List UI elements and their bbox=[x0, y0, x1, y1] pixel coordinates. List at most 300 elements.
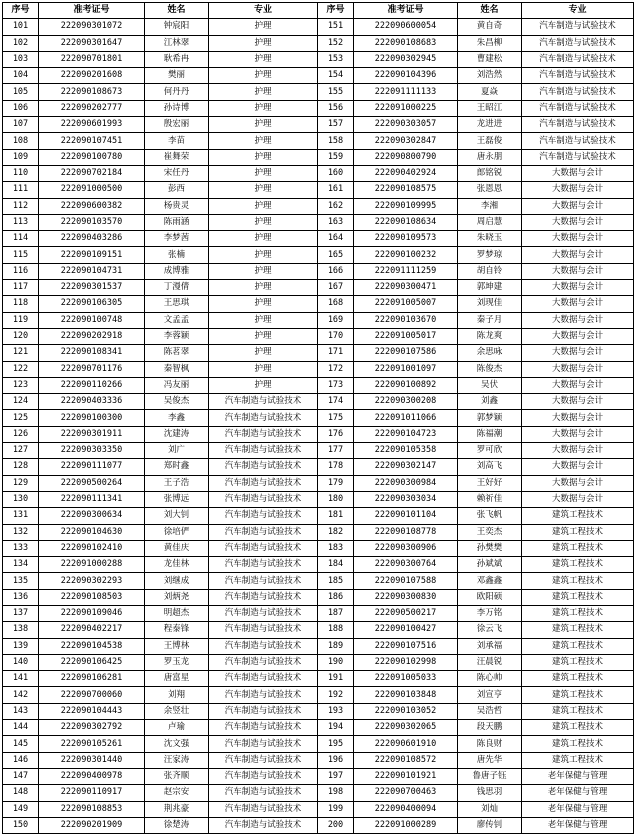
student-name-cell: 陈茗翠 bbox=[145, 345, 209, 361]
student-name-cell: 程泰锋 bbox=[145, 622, 209, 638]
ticket-number-cell: 222090108683 bbox=[354, 35, 458, 51]
student-name-cell: 刘承福 bbox=[458, 638, 522, 654]
table-row bbox=[3, 328, 634, 344]
major-cell: 汽车制造与试验技术 bbox=[522, 68, 634, 84]
ticket-number-cell: 222091000289 bbox=[354, 817, 458, 833]
student-name-cell: 郑时鑫 bbox=[145, 459, 209, 475]
major-cell: 大数据与会计 bbox=[522, 410, 634, 426]
student-name-cell: 黄佳庆 bbox=[145, 540, 209, 556]
ticket-number-cell: 222090601993 bbox=[39, 117, 145, 133]
seq-cell: 129 bbox=[3, 475, 39, 491]
student-name-cell: 钟宸阳 bbox=[145, 19, 209, 35]
seq-cell: 112 bbox=[3, 198, 39, 214]
exam-roster-table bbox=[2, 2, 634, 834]
ticket-number-cell: 222090400094 bbox=[354, 801, 458, 817]
seq-cell: 106 bbox=[3, 100, 39, 116]
ticket-number-cell: 222090600382 bbox=[39, 198, 145, 214]
major-cell: 护理 bbox=[209, 312, 318, 328]
student-name-cell: 郭梦颖 bbox=[458, 410, 522, 426]
ticket-number-cell: 222090303350 bbox=[39, 443, 145, 459]
student-name-cell: 陈心帅 bbox=[458, 671, 522, 687]
major-cell: 建筑工程技术 bbox=[522, 508, 634, 524]
major-cell: 建筑工程技术 bbox=[522, 557, 634, 573]
student-name-cell: 李万铭 bbox=[458, 605, 522, 621]
seq-cell: 119 bbox=[3, 312, 39, 328]
table-body bbox=[3, 19, 634, 834]
major-cell: 大数据与会计 bbox=[522, 345, 634, 361]
seq-cell: 147 bbox=[3, 768, 39, 784]
student-name-cell: 杨贵灵 bbox=[145, 198, 209, 214]
seq-cell: 185 bbox=[318, 573, 354, 589]
student-name-cell: 刘广 bbox=[145, 443, 209, 459]
ticket-number-cell: 222090403336 bbox=[39, 394, 145, 410]
seq-cell: 143 bbox=[3, 703, 39, 719]
ticket-number-cell: 222090108341 bbox=[39, 345, 145, 361]
major-cell: 汽车制造与试验技术 bbox=[209, 703, 318, 719]
seq-cell: 183 bbox=[318, 540, 354, 556]
seq-cell: 152 bbox=[318, 35, 354, 51]
seq-cell: 108 bbox=[3, 133, 39, 149]
seq-cell: 139 bbox=[3, 638, 39, 654]
major-cell: 护理 bbox=[209, 149, 318, 165]
ticket-number-cell: 222090108853 bbox=[39, 801, 145, 817]
seq-cell: 104 bbox=[3, 68, 39, 84]
major-cell: 汽车制造与试验技术 bbox=[209, 671, 318, 687]
student-name-cell: 唐富星 bbox=[145, 671, 209, 687]
major-cell: 护理 bbox=[209, 117, 318, 133]
ticket-number-cell: 222090202918 bbox=[39, 328, 145, 344]
seq-cell: 187 bbox=[318, 605, 354, 621]
ticket-number-cell: 222091011066 bbox=[354, 410, 458, 426]
student-name-cell: 刘高飞 bbox=[458, 459, 522, 475]
seq-cell: 161 bbox=[318, 182, 354, 198]
major-cell: 护理 bbox=[209, 51, 318, 67]
student-name-cell: 钱思羽 bbox=[458, 785, 522, 801]
seq-cell: 140 bbox=[3, 654, 39, 670]
student-name-cell: 唐先华 bbox=[458, 752, 522, 768]
student-name-cell: 赖祈佳 bbox=[458, 491, 522, 507]
student-name-cell: 徐楚涛 bbox=[145, 817, 209, 833]
ticket-number-cell: 222090301440 bbox=[39, 752, 145, 768]
seq-cell: 186 bbox=[318, 589, 354, 605]
seq-cell: 128 bbox=[3, 459, 39, 475]
student-name-cell: 胡自铃 bbox=[458, 263, 522, 279]
major-cell: 大数据与会计 bbox=[522, 377, 634, 393]
col-major-right-header: 专业 bbox=[522, 3, 634, 19]
table-row bbox=[3, 361, 634, 377]
student-name-cell: 郎铭锐 bbox=[458, 165, 522, 181]
ticket-number-cell: 222090301647 bbox=[39, 35, 145, 51]
ticket-number-cell: 222090101921 bbox=[354, 768, 458, 784]
seq-cell: 176 bbox=[318, 426, 354, 442]
student-name-cell: 唐永朋 bbox=[458, 149, 522, 165]
major-cell: 汽车制造与试验技术 bbox=[209, 768, 318, 784]
student-name-cell: 王思琪 bbox=[145, 296, 209, 312]
seq-cell: 117 bbox=[3, 280, 39, 296]
table-row bbox=[3, 459, 634, 475]
col-name-left-header: 姓名 bbox=[145, 3, 209, 19]
ticket-number-cell: 222090601910 bbox=[354, 736, 458, 752]
student-name-cell: 罗玉龙 bbox=[145, 654, 209, 670]
student-name-cell: 汪晨锐 bbox=[458, 654, 522, 670]
student-name-cell: 张恩恩 bbox=[458, 182, 522, 198]
student-name-cell: 周启慧 bbox=[458, 214, 522, 230]
table-row bbox=[3, 182, 634, 198]
student-name-cell: 沈文强 bbox=[145, 736, 209, 752]
table-row bbox=[3, 133, 634, 149]
seq-cell: 159 bbox=[318, 149, 354, 165]
ticket-number-cell: 222090400978 bbox=[39, 768, 145, 784]
ticket-number-cell: 222090111077 bbox=[39, 459, 145, 475]
major-cell: 护理 bbox=[209, 247, 318, 263]
table-row bbox=[3, 231, 634, 247]
major-cell: 汽车制造与试验技术 bbox=[522, 133, 634, 149]
major-cell: 建筑工程技术 bbox=[522, 752, 634, 768]
ticket-number-cell: 222090600054 bbox=[354, 19, 458, 35]
seq-cell: 184 bbox=[318, 557, 354, 573]
major-cell: 护理 bbox=[209, 198, 318, 214]
student-name-cell: 刘宣亨 bbox=[458, 687, 522, 703]
student-name-cell: 王子浩 bbox=[145, 475, 209, 491]
student-name-cell: 彭西 bbox=[145, 182, 209, 198]
major-cell: 汽车制造与试验技术 bbox=[522, 35, 634, 51]
seq-cell: 142 bbox=[3, 687, 39, 703]
student-name-cell: 陈俊杰 bbox=[458, 361, 522, 377]
student-name-cell: 龙进进 bbox=[458, 117, 522, 133]
ticket-number-cell: 222090109995 bbox=[354, 198, 458, 214]
student-name-cell: 黄自奇 bbox=[458, 19, 522, 35]
seq-cell: 167 bbox=[318, 280, 354, 296]
table-row bbox=[3, 508, 634, 524]
major-cell: 大数据与会计 bbox=[522, 263, 634, 279]
ticket-number-cell: 222090107516 bbox=[354, 638, 458, 654]
seq-cell: 180 bbox=[318, 491, 354, 507]
major-cell: 护理 bbox=[209, 100, 318, 116]
major-cell: 建筑工程技术 bbox=[522, 524, 634, 540]
major-cell: 大数据与会计 bbox=[522, 280, 634, 296]
seq-cell: 110 bbox=[3, 165, 39, 181]
seq-cell: 146 bbox=[3, 752, 39, 768]
seq-cell: 194 bbox=[318, 720, 354, 736]
seq-cell: 102 bbox=[3, 35, 39, 51]
ticket-number-cell: 222090301072 bbox=[39, 19, 145, 35]
student-name-cell: 明超杰 bbox=[145, 605, 209, 621]
seq-cell: 195 bbox=[318, 736, 354, 752]
ticket-number-cell: 222090107588 bbox=[354, 573, 458, 589]
col-seq-right-header: 序号 bbox=[318, 3, 354, 19]
seq-cell: 156 bbox=[318, 100, 354, 116]
major-cell: 大数据与会计 bbox=[522, 394, 634, 410]
ticket-number-cell: 222090104443 bbox=[39, 703, 145, 719]
ticket-number-cell: 222090302945 bbox=[354, 51, 458, 67]
student-name-cell: 余竖壮 bbox=[145, 703, 209, 719]
table-row bbox=[3, 443, 634, 459]
ticket-number-cell: 222090100780 bbox=[39, 149, 145, 165]
ticket-number-cell: 222090106425 bbox=[39, 654, 145, 670]
ticket-number-cell: 222091001097 bbox=[354, 361, 458, 377]
student-name-cell: 刘现佳 bbox=[458, 296, 522, 312]
student-name-cell: 陈良财 bbox=[458, 736, 522, 752]
table-row bbox=[3, 768, 634, 784]
ticket-number-cell: 222090108634 bbox=[354, 214, 458, 230]
student-name-cell: 陈龙爽 bbox=[458, 328, 522, 344]
seq-cell: 153 bbox=[318, 51, 354, 67]
ticket-number-cell: 222090103052 bbox=[354, 703, 458, 719]
student-name-cell: 陈雨涵 bbox=[145, 214, 209, 230]
ticket-number-cell: 222090100748 bbox=[39, 312, 145, 328]
table-row bbox=[3, 149, 634, 165]
major-cell: 护理 bbox=[209, 263, 318, 279]
seq-cell: 199 bbox=[318, 801, 354, 817]
col-ticket-right-header: 准考证号 bbox=[354, 3, 458, 19]
table-row bbox=[3, 84, 634, 100]
major-cell: 老年保健与管理 bbox=[522, 785, 634, 801]
seq-cell: 198 bbox=[318, 785, 354, 801]
table-row bbox=[3, 426, 634, 442]
student-name-cell: 徐培俨 bbox=[145, 524, 209, 540]
ticket-number-cell: 222090108673 bbox=[39, 84, 145, 100]
student-name-cell: 孙诗博 bbox=[145, 100, 209, 116]
ticket-number-cell: 222090111341 bbox=[39, 491, 145, 507]
ticket-number-cell: 222090301537 bbox=[39, 280, 145, 296]
ticket-number-cell: 222090103670 bbox=[354, 312, 458, 328]
major-cell: 建筑工程技术 bbox=[522, 720, 634, 736]
seq-cell: 127 bbox=[3, 443, 39, 459]
table-row bbox=[3, 605, 634, 621]
ticket-number-cell: 222090109573 bbox=[354, 231, 458, 247]
major-cell: 建筑工程技术 bbox=[522, 638, 634, 654]
ticket-number-cell: 222090108503 bbox=[39, 589, 145, 605]
major-cell: 大数据与会计 bbox=[522, 231, 634, 247]
ticket-number-cell: 222090300830 bbox=[354, 589, 458, 605]
student-name-cell: 吴俊杰 bbox=[145, 394, 209, 410]
major-cell: 汽车制造与试验技术 bbox=[522, 100, 634, 116]
seq-cell: 113 bbox=[3, 214, 39, 230]
ticket-number-cell: 222090303034 bbox=[354, 491, 458, 507]
ticket-number-cell: 222090300471 bbox=[354, 280, 458, 296]
student-name-cell: 刘继成 bbox=[145, 573, 209, 589]
ticket-number-cell: 222090102410 bbox=[39, 540, 145, 556]
ticket-number-cell: 222090702184 bbox=[39, 165, 145, 181]
seq-cell: 177 bbox=[318, 443, 354, 459]
seq-cell: 164 bbox=[318, 231, 354, 247]
major-cell: 汽车制造与试验技术 bbox=[209, 573, 318, 589]
major-cell: 大数据与会计 bbox=[522, 328, 634, 344]
student-name-cell: 刘翔 bbox=[145, 687, 209, 703]
major-cell: 汽车制造与试验技术 bbox=[209, 540, 318, 556]
student-name-cell: 李蓉颖 bbox=[145, 328, 209, 344]
major-cell: 汽车制造与试验技术 bbox=[209, 459, 318, 475]
major-cell: 老年保健与管理 bbox=[522, 801, 634, 817]
seq-cell: 163 bbox=[318, 214, 354, 230]
student-name-cell: 卢瑜 bbox=[145, 720, 209, 736]
major-cell: 汽车制造与试验技术 bbox=[209, 654, 318, 670]
seq-cell: 109 bbox=[3, 149, 39, 165]
seq-cell: 196 bbox=[318, 752, 354, 768]
student-name-cell: 李梦茜 bbox=[145, 231, 209, 247]
major-cell: 大数据与会计 bbox=[522, 247, 634, 263]
student-name-cell: 孙斌斌 bbox=[458, 557, 522, 573]
student-name-cell: 冯友丽 bbox=[145, 377, 209, 393]
ticket-number-cell: 222090101104 bbox=[354, 508, 458, 524]
ticket-number-cell: 222090109046 bbox=[39, 605, 145, 621]
ticket-number-cell: 222090300906 bbox=[354, 540, 458, 556]
seq-cell: 157 bbox=[318, 117, 354, 133]
student-name-cell: 耿希冉 bbox=[145, 51, 209, 67]
seq-cell: 130 bbox=[3, 491, 39, 507]
ticket-number-cell: 222090301911 bbox=[39, 426, 145, 442]
student-name-cell: 张齐顺 bbox=[145, 768, 209, 784]
ticket-number-cell: 222090110917 bbox=[39, 785, 145, 801]
student-name-cell: 李苗 bbox=[145, 133, 209, 149]
major-cell: 护理 bbox=[209, 133, 318, 149]
table-row bbox=[3, 165, 634, 181]
student-name-cell: 荆兆豪 bbox=[145, 801, 209, 817]
seq-cell: 114 bbox=[3, 231, 39, 247]
ticket-number-cell: 222091000225 bbox=[354, 100, 458, 116]
major-cell: 建筑工程技术 bbox=[522, 622, 634, 638]
seq-cell: 115 bbox=[3, 247, 39, 263]
major-cell: 建筑工程技术 bbox=[522, 589, 634, 605]
seq-cell: 107 bbox=[3, 117, 39, 133]
ticket-number-cell: 222091111133 bbox=[354, 84, 458, 100]
major-cell: 汽车制造与试验技术 bbox=[522, 117, 634, 133]
seq-cell: 192 bbox=[318, 687, 354, 703]
student-name-cell: 余思咏 bbox=[458, 345, 522, 361]
major-cell: 汽车制造与试验技术 bbox=[209, 605, 318, 621]
student-name-cell: 孙樊樊 bbox=[458, 540, 522, 556]
major-cell: 汽车制造与试验技术 bbox=[209, 817, 318, 833]
seq-cell: 151 bbox=[318, 19, 354, 35]
ticket-number-cell: 222090104630 bbox=[39, 524, 145, 540]
table-row bbox=[3, 687, 634, 703]
ticket-number-cell: 222090103570 bbox=[39, 214, 145, 230]
ticket-number-cell: 222090104731 bbox=[39, 263, 145, 279]
major-cell: 汽车制造与试验技术 bbox=[209, 687, 318, 703]
table-row bbox=[3, 654, 634, 670]
table-row bbox=[3, 491, 634, 507]
student-name-cell: 徐云飞 bbox=[458, 622, 522, 638]
col-seq-left-header: 序号 bbox=[3, 3, 39, 19]
ticket-number-cell: 222090109151 bbox=[39, 247, 145, 263]
ticket-number-cell: 222090403286 bbox=[39, 231, 145, 247]
col-ticket-left-header: 准考证号 bbox=[39, 3, 145, 19]
ticket-number-cell: 222090108778 bbox=[354, 524, 458, 540]
major-cell: 大数据与会计 bbox=[522, 165, 634, 181]
major-cell: 护理 bbox=[209, 345, 318, 361]
major-cell: 护理 bbox=[209, 214, 318, 230]
seq-cell: 166 bbox=[318, 263, 354, 279]
seq-cell: 178 bbox=[318, 459, 354, 475]
major-cell: 汽车制造与试验技术 bbox=[209, 736, 318, 752]
student-name-cell: 罗梦琼 bbox=[458, 247, 522, 263]
major-cell: 汽车制造与试验技术 bbox=[209, 557, 318, 573]
ticket-number-cell: 222090402924 bbox=[354, 165, 458, 181]
major-cell: 建筑工程技术 bbox=[522, 540, 634, 556]
student-name-cell: 夏焱 bbox=[458, 84, 522, 100]
major-cell: 汽车制造与试验技术 bbox=[209, 508, 318, 524]
student-name-cell: 吴浩哲 bbox=[458, 703, 522, 719]
table-row bbox=[3, 117, 634, 133]
ticket-number-cell: 222090106305 bbox=[39, 296, 145, 312]
seq-cell: 193 bbox=[318, 703, 354, 719]
seq-cell: 141 bbox=[3, 671, 39, 687]
ticket-number-cell: 222090500217 bbox=[354, 605, 458, 621]
ticket-number-cell: 222091005017 bbox=[354, 328, 458, 344]
seq-cell: 169 bbox=[318, 312, 354, 328]
major-cell: 汽车制造与试验技术 bbox=[209, 785, 318, 801]
major-cell: 汽车制造与试验技术 bbox=[209, 720, 318, 736]
seq-cell: 182 bbox=[318, 524, 354, 540]
major-cell: 建筑工程技术 bbox=[522, 573, 634, 589]
ticket-number-cell: 222090201909 bbox=[39, 817, 145, 833]
major-cell: 汽车制造与试验技术 bbox=[209, 443, 318, 459]
seq-cell: 179 bbox=[318, 475, 354, 491]
table-row bbox=[3, 296, 634, 312]
major-cell: 汽车制造与试验技术 bbox=[522, 84, 634, 100]
seq-cell: 174 bbox=[318, 394, 354, 410]
seq-cell: 118 bbox=[3, 296, 39, 312]
ticket-number-cell: 222090303057 bbox=[354, 117, 458, 133]
major-cell: 汽车制造与试验技术 bbox=[209, 475, 318, 491]
ticket-number-cell: 222090201608 bbox=[39, 68, 145, 84]
seq-cell: 181 bbox=[318, 508, 354, 524]
table-row bbox=[3, 263, 634, 279]
ticket-number-cell: 222091005007 bbox=[354, 296, 458, 312]
table-row bbox=[3, 573, 634, 589]
student-name-cell: 郭坤建 bbox=[458, 280, 522, 296]
seq-cell: 170 bbox=[318, 328, 354, 344]
student-name-cell: 王奕杰 bbox=[458, 524, 522, 540]
major-cell: 大数据与会计 bbox=[522, 443, 634, 459]
major-cell: 护理 bbox=[209, 35, 318, 51]
ticket-number-cell: 222090100427 bbox=[354, 622, 458, 638]
student-name-cell: 朱昌柳 bbox=[458, 35, 522, 51]
student-name-cell: 王博林 bbox=[145, 638, 209, 654]
table-row bbox=[3, 214, 634, 230]
ticket-number-cell: 222090202777 bbox=[39, 100, 145, 116]
ticket-number-cell: 222090701801 bbox=[39, 51, 145, 67]
seq-cell: 188 bbox=[318, 622, 354, 638]
seq-cell: 101 bbox=[3, 19, 39, 35]
ticket-number-cell: 222090104723 bbox=[354, 426, 458, 442]
seq-cell: 154 bbox=[318, 68, 354, 84]
table-row bbox=[3, 280, 634, 296]
table-row bbox=[3, 817, 634, 833]
table-row bbox=[3, 394, 634, 410]
major-cell: 护理 bbox=[209, 19, 318, 35]
student-name-cell: 丁漫倩 bbox=[145, 280, 209, 296]
ticket-number-cell: 222090102998 bbox=[354, 654, 458, 670]
ticket-number-cell: 222090100232 bbox=[354, 247, 458, 263]
major-cell: 大数据与会计 bbox=[522, 459, 634, 475]
ticket-number-cell: 222090103848 bbox=[354, 687, 458, 703]
ticket-number-cell: 222090106281 bbox=[39, 671, 145, 687]
student-name-cell: 秦智枫 bbox=[145, 361, 209, 377]
major-cell: 护理 bbox=[209, 84, 318, 100]
seq-cell: 158 bbox=[318, 133, 354, 149]
major-cell: 护理 bbox=[209, 182, 318, 198]
seq-cell: 121 bbox=[3, 345, 39, 361]
table-row bbox=[3, 247, 634, 263]
ticket-number-cell: 222090107451 bbox=[39, 133, 145, 149]
student-name-cell: 王好好 bbox=[458, 475, 522, 491]
student-name-cell: 段天鹏 bbox=[458, 720, 522, 736]
major-cell: 汽车制造与试验技术 bbox=[209, 491, 318, 507]
major-cell: 老年保健与管理 bbox=[522, 817, 634, 833]
student-name-cell: 崔舞荣 bbox=[145, 149, 209, 165]
seq-cell: 162 bbox=[318, 198, 354, 214]
